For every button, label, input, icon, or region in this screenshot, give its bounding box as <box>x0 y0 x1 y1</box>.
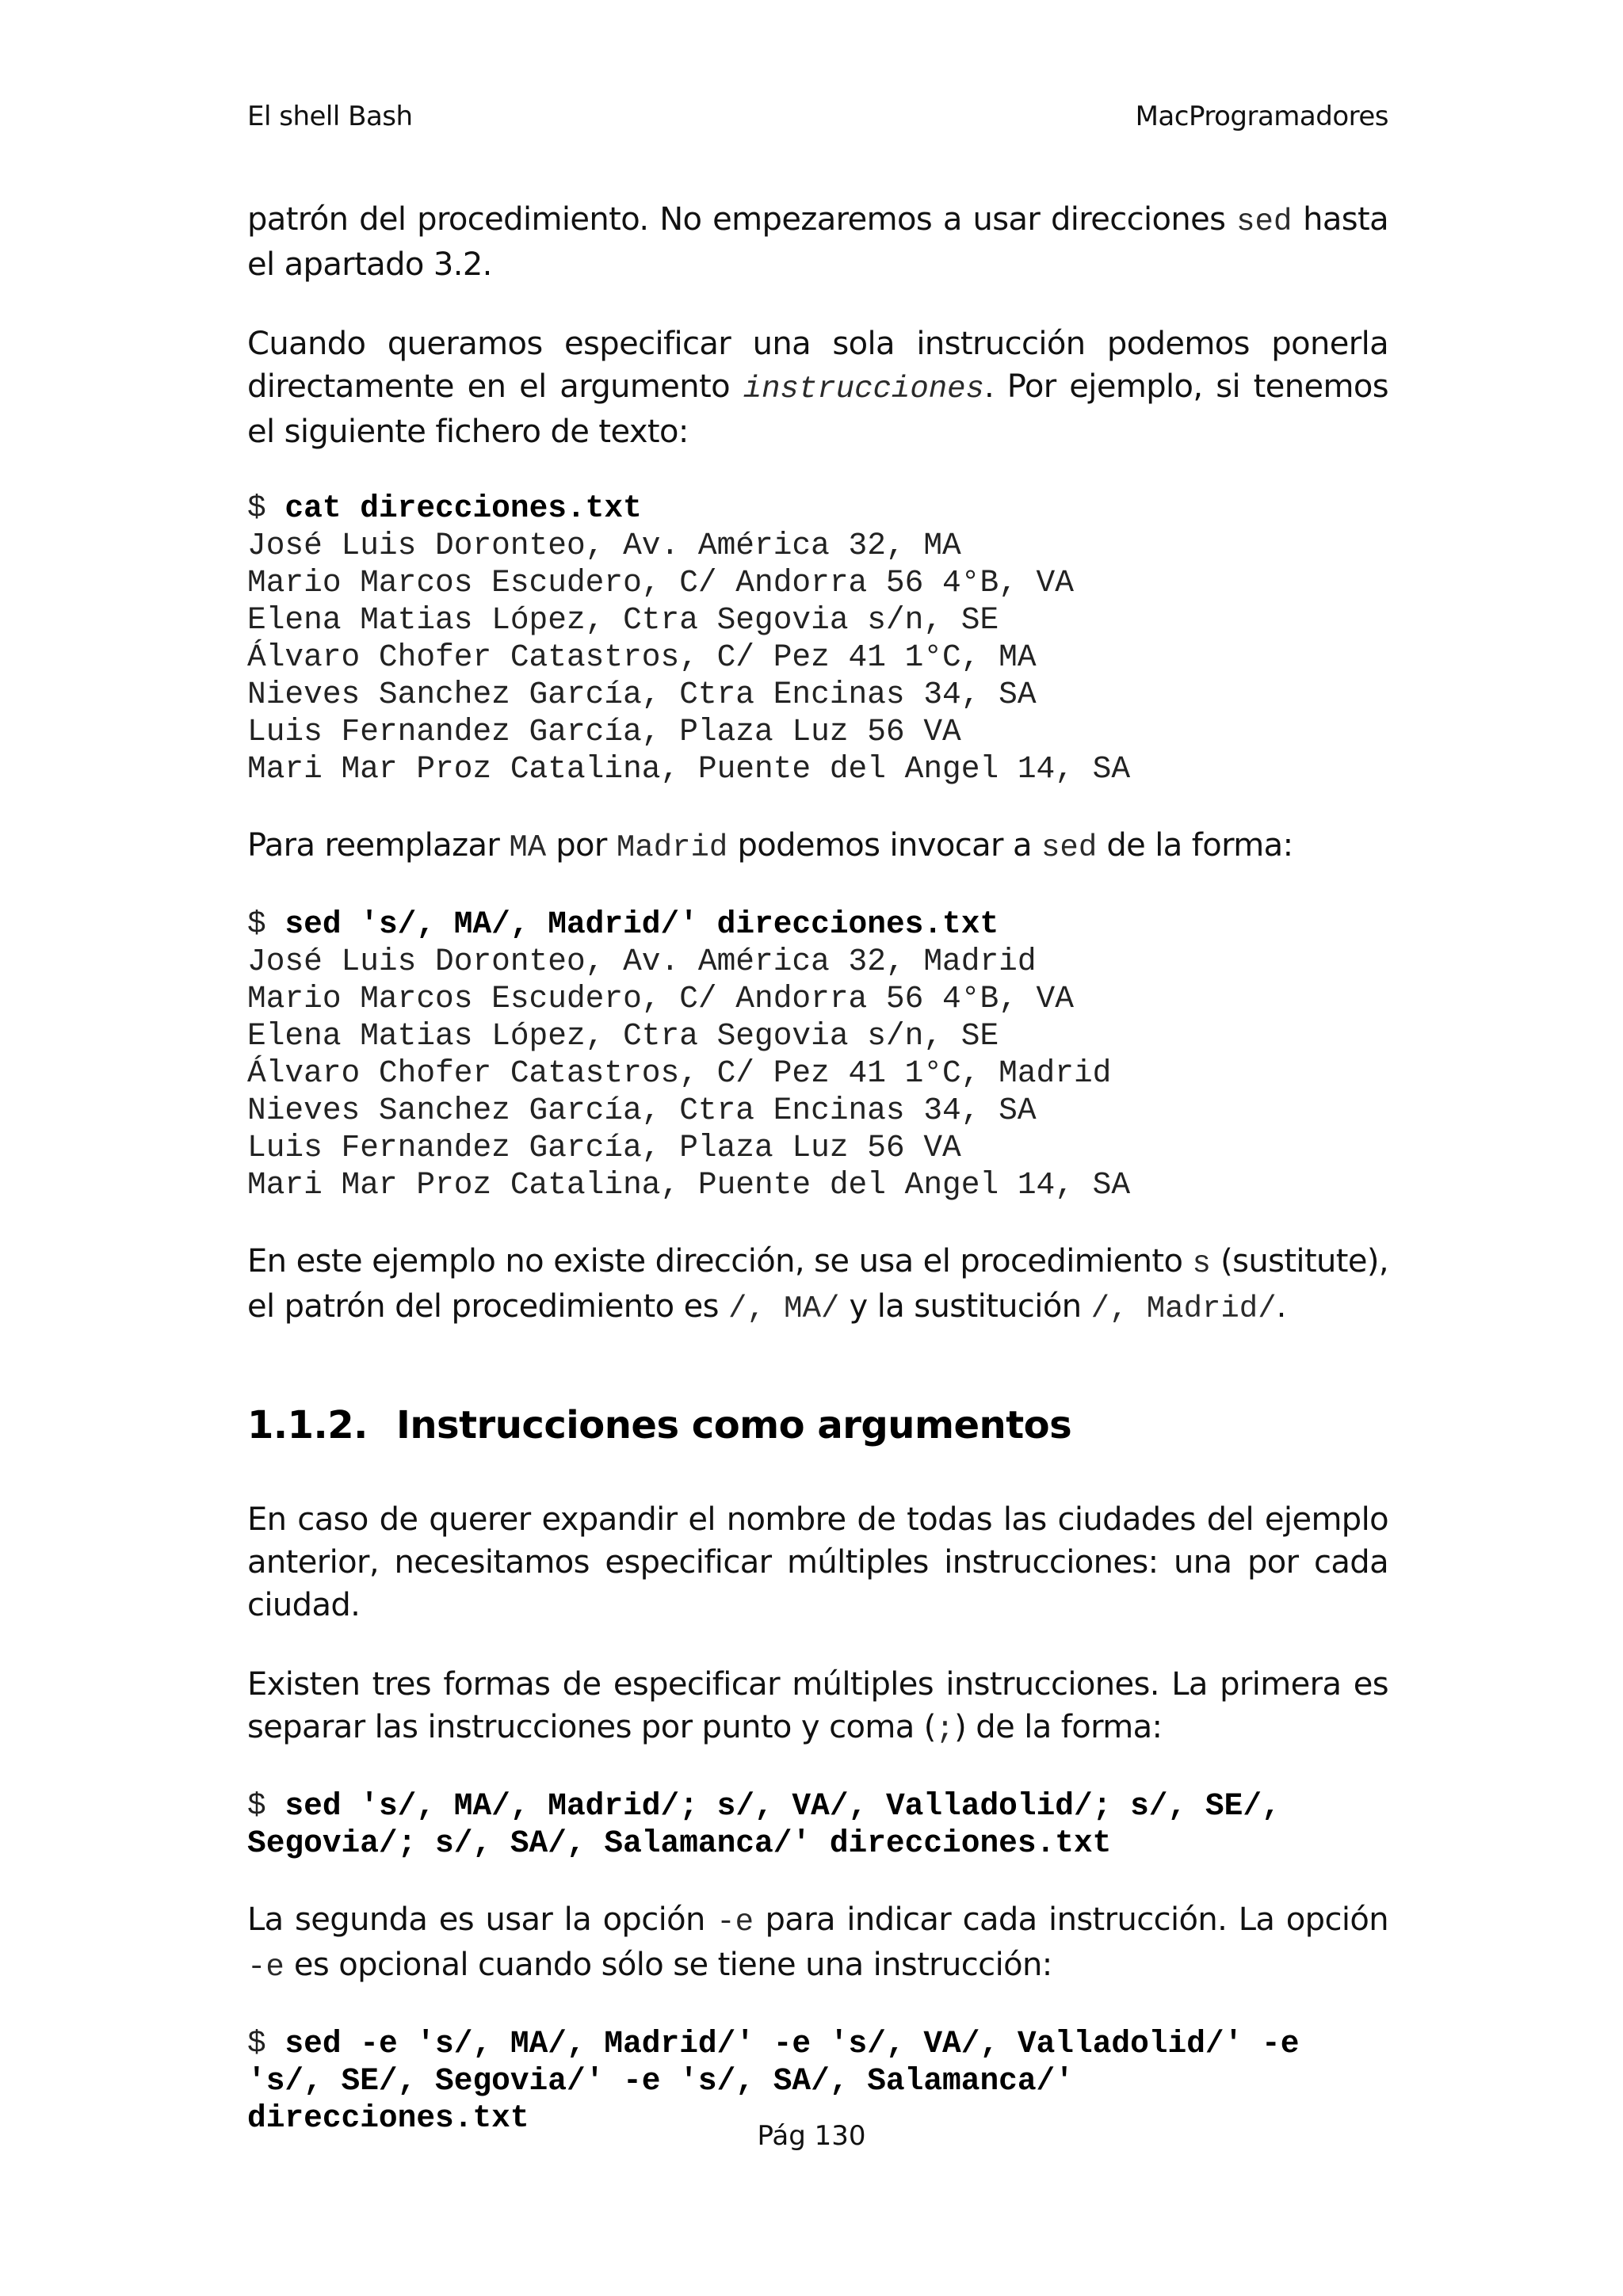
code-output-line: Álvaro Chofer Catastros, C/ Pez 41 1°C, Madrid <box>247 1055 1112 1091</box>
shell-command: cat direcciones.txt <box>285 490 642 526</box>
shell-command: sed 's/, MA/, Madrid/; s/, VA/, Valladolid/; s/, SE/, <box>285 1788 1281 1824</box>
code-block-sed <box>247 906 1388 1203</box>
paragraph-semicolon-form <box>247 1663 1388 1751</box>
code-output-line: Nieves Sanchez García, Ctra Encinas 34, SA <box>247 677 1037 712</box>
shell-prompt: $ <box>247 906 285 942</box>
inline-code: ; <box>935 1712 955 1747</box>
inline-code: -e <box>247 1950 285 1985</box>
text: En este ejemplo no existe dirección, se usa el procedimiento <box>247 1243 1193 1280</box>
code-command-line <box>247 1787 1388 1825</box>
inline-code: sed <box>1236 204 1293 239</box>
paragraph-multiple-instructions: En caso de querer expandir el nombre de todas las ciudades del ejemplo anterior, necesitamos especificar múltiples instrucciones: una por cada ciudad. <box>247 1501 1388 1623</box>
paragraph-explanation <box>247 1240 1388 1330</box>
text: Para reemplazar <box>247 827 510 864</box>
inline-code: instrucciones <box>743 372 984 406</box>
text: ) de la forma: <box>954 1709 1163 1745</box>
code-output-line: Elena Matias López, Ctra Segovia s/n, SE <box>247 1018 999 1054</box>
code-output-line: Luis Fernandez García, Plaza Luz 56 VA <box>247 714 961 749</box>
inline-code: s <box>1192 1246 1211 1281</box>
text: y la sustitución <box>839 1288 1091 1325</box>
code-output-line: Luis Fernandez García, Plaza Luz 56 VA <box>247 1130 961 1165</box>
inline-code: MA <box>509 830 547 865</box>
code-command-line <box>247 2025 1388 2062</box>
text: de la forma: <box>1097 827 1293 864</box>
code-output-line: José Luis Doronteo, Av. América 32, Madrid <box>247 944 1037 979</box>
header-book-title: El shell Bash <box>247 101 413 132</box>
inline-code: /, MA/ <box>727 1291 840 1326</box>
inline-code: Madrid <box>616 830 728 865</box>
page-header <box>247 97 1388 136</box>
text: Existen tres formas de especificar múltiples instrucciones. La primera es separar las instrucciones por punto y coma ( <box>247 1666 1388 1745</box>
code-block-cat <box>247 490 1388 788</box>
code-command-line: direcciones.txt <box>247 2100 529 2136</box>
text: La segunda es usar la opción <box>247 1901 717 1938</box>
code-command-line: Segovia/; s/, SA/, Salamanca/' direcciones.txt <box>247 1825 1112 1861</box>
code-command-line <box>247 490 1388 527</box>
shell-prompt: $ <box>247 1788 285 1824</box>
section-heading <box>247 1403 1388 1447</box>
section-number: 1.1.2. <box>247 1403 368 1447</box>
paragraph-intro <box>247 198 1388 286</box>
shell-prompt: $ <box>247 490 285 526</box>
paragraph-single-instruction <box>247 322 1388 453</box>
code-output-line: Nieves Sanchez García, Ctra Encinas 34, SA <box>247 1093 1037 1128</box>
text: patrón del procedimiento. No empezaremos a usar direcciones <box>247 201 1237 238</box>
page-content <box>247 198 1388 2173</box>
paragraph-replace <box>247 824 1388 869</box>
code-output-line: Álvaro Chofer Catastros, C/ Pez 41 1°C, MA <box>247 639 1037 675</box>
code-block-semicolon <box>247 1787 1388 1862</box>
section-title: Instrucciones como argumentos <box>396 1403 1072 1447</box>
code-output-line: Mario Marcos Escudero, C/ Andorra 56 4°B, VA <box>247 981 1074 1016</box>
inline-code: -e <box>716 1905 754 1939</box>
text: (sustitute), el patrón del procedimiento es <box>247 1243 1388 1325</box>
code-output-line: Mario Marcos Escudero, C/ Andorra 56 4°B, VA <box>247 565 1074 601</box>
code-output-line: Elena Matias López, Ctra Segovia s/n, SE <box>247 602 999 638</box>
text: es opcional cuando sólo se tiene una instrucción: <box>284 1947 1052 1983</box>
text: . <box>1276 1288 1286 1325</box>
text: Cuando queramos especificar una sola instrucción podemos ponerla directamente en el argumento <box>247 326 1388 405</box>
code-output-line: Mari Mar Proz Catalina, Puente del Angel 14, SA <box>247 1167 1131 1203</box>
text: para indicar cada instrucción. La opción <box>754 1901 1388 1938</box>
code-command-line <box>247 906 1388 943</box>
code-output-line: José Luis Doronteo, Av. América 32, MA <box>247 528 961 563</box>
shell-command: sed 's/, MA/, Madrid/' direcciones.txt <box>285 906 999 942</box>
paragraph-e-option <box>247 1898 1388 1989</box>
inline-code: sed <box>1041 830 1098 865</box>
shell-command: sed -e 's/, MA/, Madrid/' -e 's/, VA/, Valladolid/' -e <box>285 2026 1300 2061</box>
text: por <box>546 827 617 864</box>
text: . Por ejemplo, si tenemos el siguiente fichero de texto: <box>247 368 1388 450</box>
inline-code: /, Madrid/ <box>1090 1291 1277 1326</box>
text: hasta el apartado 3.2. <box>247 201 1388 283</box>
header-site-name: MacProgramadores <box>1135 101 1388 132</box>
page-number: Pág 130 <box>757 2120 866 2152</box>
text: podemos invocar a <box>727 827 1042 864</box>
code-output-line: Mari Mar Proz Catalina, Puente del Angel 14, SA <box>247 751 1131 787</box>
shell-prompt: $ <box>247 2026 285 2061</box>
code-command-line: 's/, SE/, Segovia/' -e 's/, SA/, Salamanca/' <box>247 2063 1074 2099</box>
